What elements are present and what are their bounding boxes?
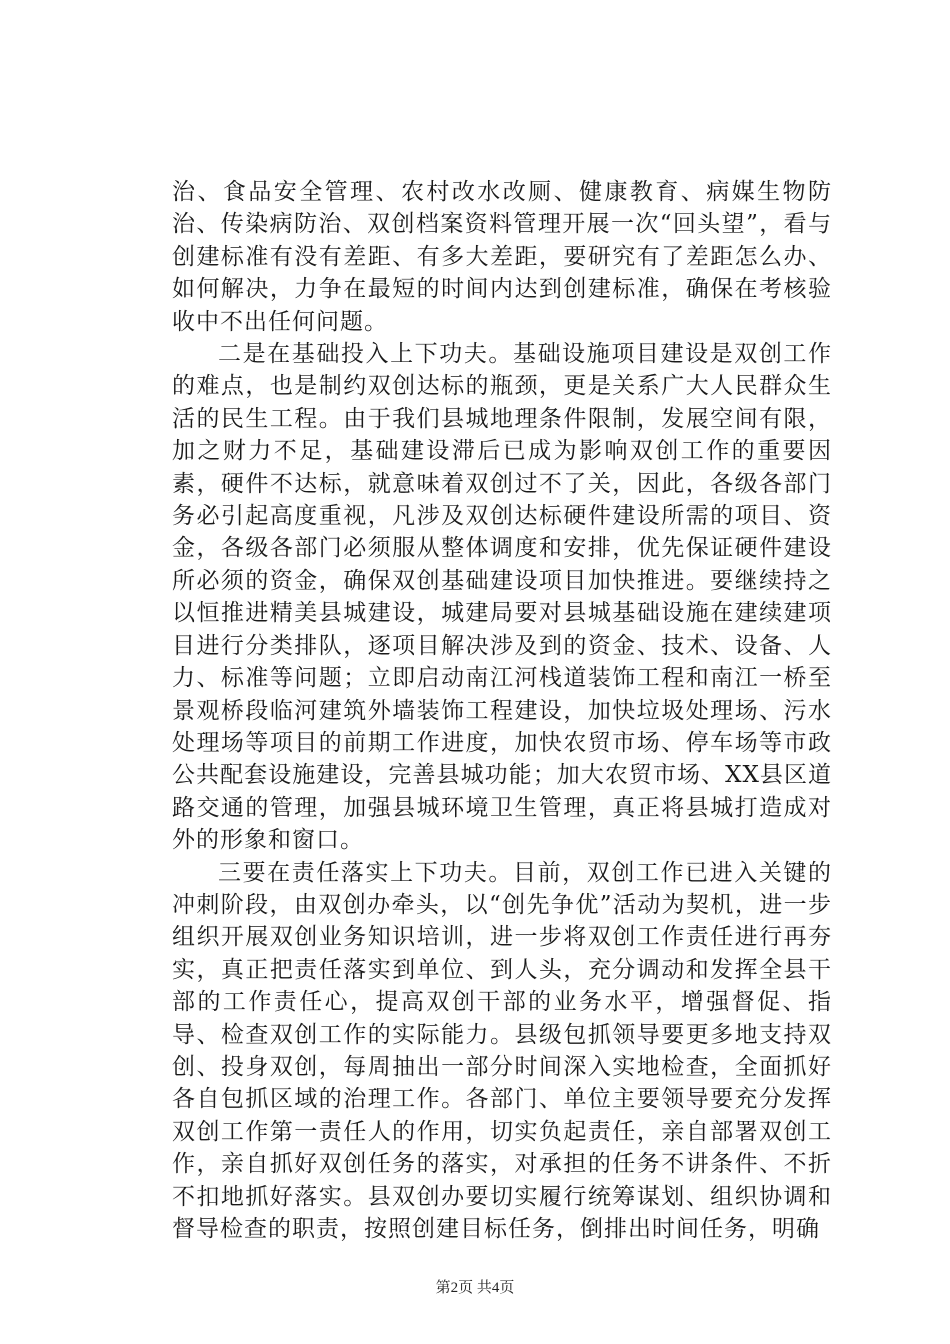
paragraph-infrastructure: 二是在基础投入上下功夫。基础设施项目建设是双创工作的难点，也是制约双创达标的瓶颈，更是关系广大人民群众生活的民生工程。由于我们县城地理条件限制，发展空间有限，加之财力不足，基础建设滞后已成为影响双创工作的重要因素，硬件不达标，就意味着双创过不了关，因此，各级各部门务必引起高度重视，凡涉及双创达标硬件建设所需的项目、资金，各级各部门必须服从整体调度和安排，优先保证硬件建设所必须的资金，确保双创基础建设项目加快推进。要继续持之以恒推进精美县城建设，城建局要对县城基础设施在建续建项目进行分类排队，逐项目解决涉及到的资金、技术、设备、人力、标准等问题；立即启动南江河栈道装饰工程和南江一桥至景观桥段临河建筑外墙装饰工程建设，加快垃圾处理场、污水处理场等项目的前期工作进度，加快农贸市场、停车场等市政公共配套设施建设，完善县城功能；加大农贸市场、XX县区道路交通的管理，加强县城环境卫生管理，真正将县城打造成对外的形象和窗口。 [172, 341, 832, 854]
paragraph-continuation: 治、食品安全管理、农村改水改厕、健康教育、病媒生物防治、传染病防治、双创档案资料管理开展一次“回头望”，看与创建标准有没有差距、有多大差距，要研究有了差距怎么办、如何解决，力争在最短的时间内达到创建标准，确保在考核验收中不出任何问题。 [172, 179, 832, 335]
body-text [172, 176, 832, 1245]
page-number-footer: 第2页 共4页 [435, 1280, 515, 1296]
paragraph-responsibility: 三要在责任落实上下功夫。目前，双创工作已进入关键的冲刺阶段，由双创办牵头，以“创先争优”活动为契机，进一步组织开展双创业务知识培训，进一步将双创工作责任进行再夯实，真正把责任落实到单位、到人头，充分调动和发挥全县干部的工作责任心，提高双创干部的业务水平，增强督促、指导、检查双创工作的实际能力。县级包抓领导要更多地支持双创、投身双创，每周抽出一部分时间深入实地检查，全面抓好各自包抓区域的治理工作。各部门、单位主要领导要充分发挥双创工作第一责任人的作用，切实负起责任，亲自部署双创工作，亲自抓好双创任务的落实，对承担的任务不讲条件、不折不扣地抓好落实。县双创办要切实履行统筹谋划、组织协调和督导检查的职责，按照创建目标任务，倒排出时间任务，明确 [172, 859, 832, 1242]
